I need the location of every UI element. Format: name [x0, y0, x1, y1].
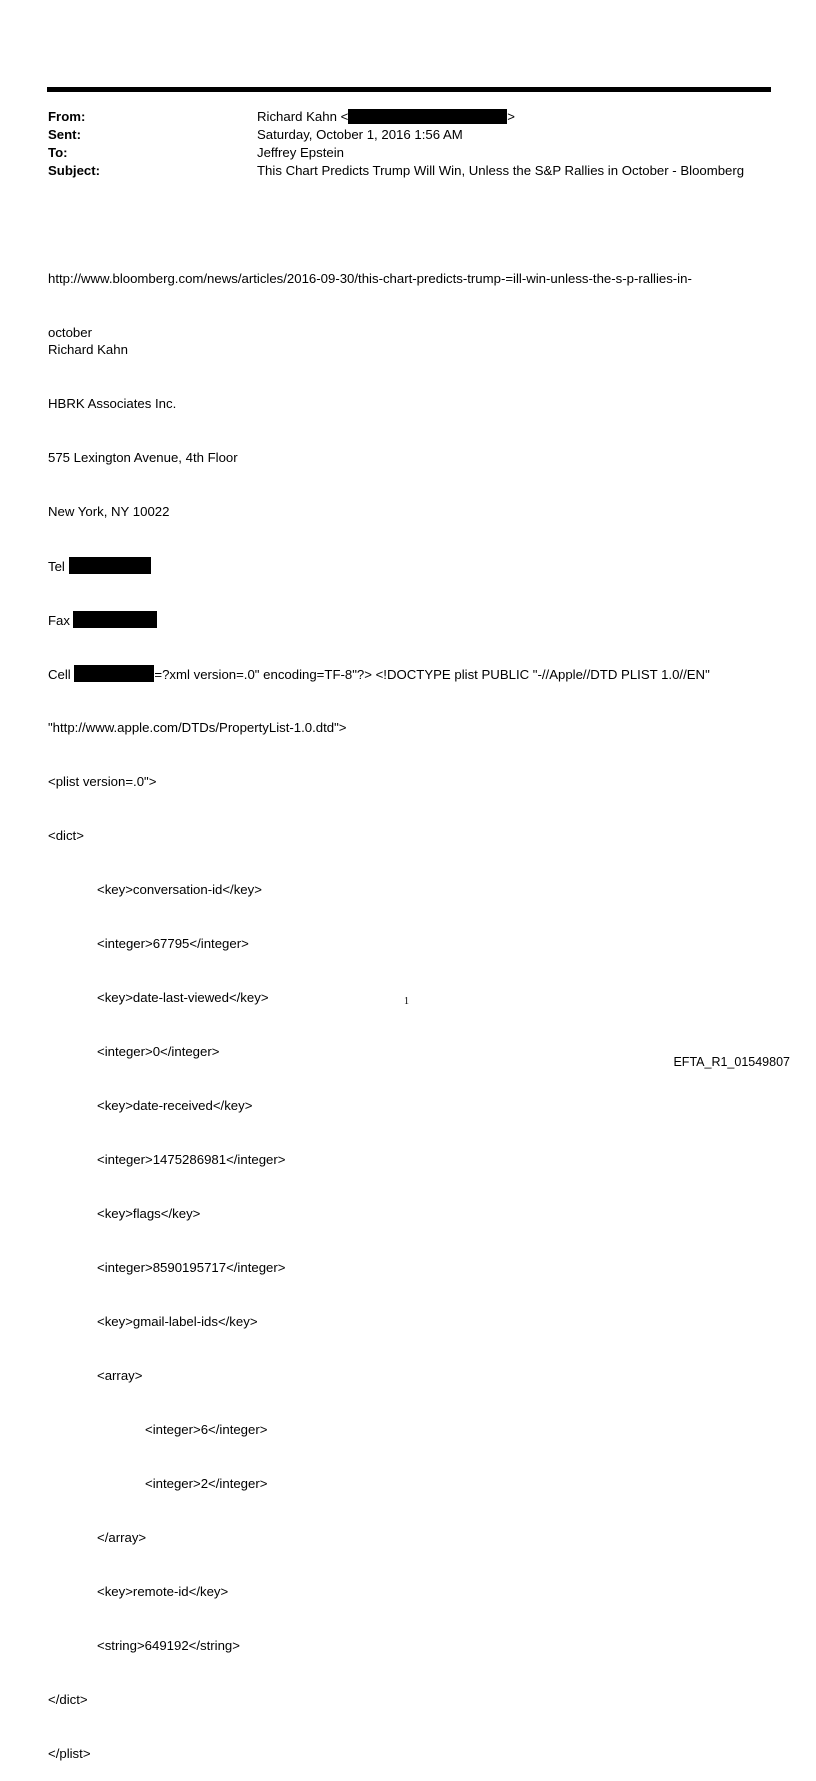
signature-block: [48, 305, 710, 1781]
document-id-footer: EFTA_R1_01549807: [673, 1055, 790, 1069]
to-value: Jeffrey Epstein: [257, 145, 344, 160]
redaction-box: [73, 611, 157, 628]
sig-address-1: 575 Lexington Avenue, 4th Floor: [48, 450, 238, 465]
sig-company: HBRK Associates Inc.: [48, 396, 177, 411]
dtd-line: "http://www.apple.com/DTDs/PropertyList-1.0.dtd">: [48, 720, 347, 735]
fax-label: Fax: [48, 613, 70, 628]
subject-value: This Chart Predicts Trump Will Win, Unless the S&P Rallies in October - Bloomberg: [257, 163, 745, 178]
tel-label: Tel: [48, 559, 65, 574]
plist-value: <integer>67795</integer>: [97, 936, 249, 951]
redaction-box: [74, 665, 154, 682]
array-open: <array>: [97, 1368, 143, 1383]
cell-rest: =?xml version=.0" encoding=TF-8"?> <!DOCTYPE plist PUBLIC "-//Apple//DTD PLIST 1.0//EN": [154, 667, 710, 682]
plist-open: <plist version=.0">: [48, 774, 157, 789]
plist-key: <key>gmail-label-ids</key>: [97, 1314, 258, 1329]
dict-open: <dict>: [48, 828, 84, 843]
to-label: To:: [48, 145, 68, 160]
sent-label: Sent:: [48, 127, 81, 142]
from-label: From:: [48, 109, 86, 124]
header-rule: [47, 87, 771, 92]
sig-address-2: New York, NY 10022: [48, 504, 170, 519]
sent-value: Saturday, October 1, 2016 1:56 AM: [257, 127, 463, 142]
tel-row: [48, 557, 710, 575]
sig-name: Richard Kahn: [48, 342, 128, 357]
plist-key: <key>date-received</key>: [97, 1098, 253, 1113]
plist-close: </plist>: [48, 1746, 91, 1761]
plist-key: <key>conversation-id</key>: [97, 882, 262, 897]
array-close: </array>: [97, 1530, 147, 1545]
page-number: 1: [404, 996, 409, 1007]
array-item: <integer>2</integer>: [145, 1476, 268, 1491]
plist-value: <string>649192</string>: [97, 1638, 240, 1653]
from-close: >: [507, 109, 515, 124]
plist-key: <key>date-last-viewed</key>: [97, 990, 269, 1005]
cell-label: Cell: [48, 667, 71, 682]
from-name: Richard Kahn <: [257, 109, 349, 124]
cell-row: [48, 665, 710, 683]
redaction-box: [348, 109, 507, 124]
redaction-box: [69, 557, 151, 574]
plist-value: <integer>0</integer>: [97, 1044, 220, 1059]
dict-close: </dict>: [48, 1692, 88, 1707]
url-line-2[interactable]: october: [48, 325, 92, 340]
plist-value: <integer>1475286981</integer>: [97, 1152, 286, 1167]
subject-label: Subject:: [48, 163, 101, 178]
url-line-1[interactable]: http://www.bloomberg.com/news/articles/2016-09-30/this-chart-predicts-trump-=ill-win-unless-the-s-p-rallies-in-: [48, 271, 692, 286]
plist-value: <integer>8590195717</integer>: [97, 1260, 286, 1275]
fax-row: [48, 611, 710, 629]
from-value: [257, 108, 515, 126]
plist-key: <key>remote-id</key>: [97, 1584, 229, 1599]
plist-key: <key>flags</key>: [97, 1206, 201, 1221]
array-item: <integer>6</integer>: [145, 1422, 268, 1437]
